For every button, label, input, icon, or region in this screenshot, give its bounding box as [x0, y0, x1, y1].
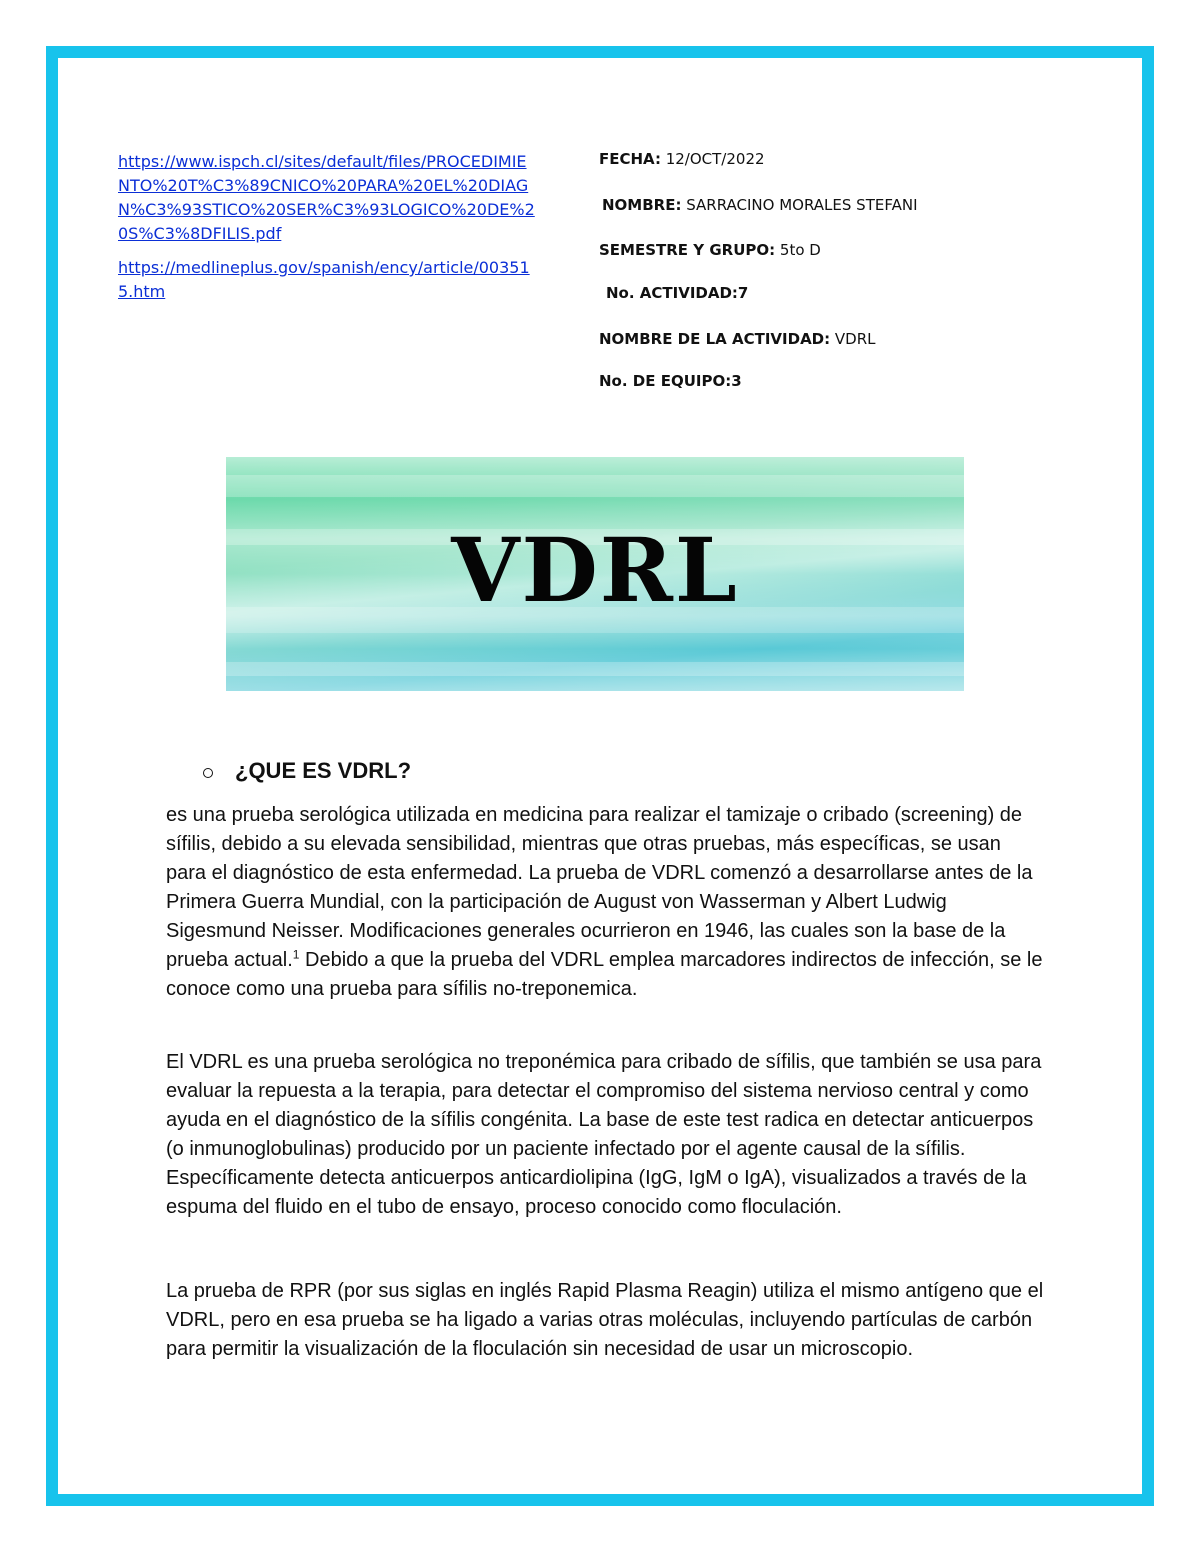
references	[118, 150, 538, 304]
title-banner	[226, 457, 964, 691]
reference-link-medlineplus[interactable]: https://medlineplus.gov/spanish/ency/article/003515.htm	[118, 258, 530, 301]
semestre-label: SEMESTRE Y GRUPO:	[599, 241, 776, 259]
paragraph-1-text: es una prueba serológica utilizada en medicina para realizar el tamizaje o cribado (screening) de sífilis, debido a su elevada sensibilidad, mientras que otras pruebas, más específicas, se usan para el diagnóstico de esta enfermedad. La prueba de VDRL comenzó a desarrollarse antes de la Primera Guerra Mundial, con la participación de August von Wasserman y Albert Ludwig Sigesmund Neisser. Modificaciones generales ocurrieron en 1946, las cuales son la base de la prueba actual.	[166, 804, 1033, 971]
nombre-value: SARRACINO MORALES STEFANI	[681, 196, 918, 214]
semestre-row	[599, 241, 821, 259]
fecha-value: 12/OCT/2022	[660, 150, 765, 168]
nombre-row	[602, 196, 918, 214]
paragraph-2: El VDRL es una prueba serológica no treponémica para cribado de sífilis, que también se usa para evaluar la repuesta a la terapia, para detectar el compromiso del sistema nervioso central y como ayuda en el diagnóstico de la sífilis congénita. La base de este test radica en detectar anticuerpos (o inmunoglobulinas) producido por un paciente infectado por el agente causal de la sífilis. Específicamente detecta anticuerpos anticardiolipina (IgG, IgM o IgA), visualizados a través de la espuma del fluido en el tubo de ensayo, proceso conocido como floculación.	[166, 1051, 1042, 1218]
equipo-label: No. DE EQUIPO:3	[599, 372, 742, 390]
nombre-actividad-row	[599, 330, 875, 348]
actividad-row	[606, 284, 748, 302]
section-heading-text: ¿QUE ES VDRL?	[235, 758, 412, 783]
section-heading	[203, 758, 411, 784]
fecha-label: FECHA:	[599, 150, 661, 168]
banner-title: VDRL	[451, 518, 739, 622]
paragraph-1-continued: Debido a que la prueba del VDRL emplea marcadores indirectos de infección, se le conoce como una prueba para sífilis no-treponemica.	[166, 949, 1043, 1000]
semestre-value: 5to D	[775, 241, 821, 259]
nombre-actividad-value: VDRL	[830, 330, 876, 348]
nombre-actividad-label: NOMBRE DE LA ACTIVIDAD:	[599, 330, 831, 348]
actividad-label: No. ACTIVIDAD:7	[606, 284, 749, 302]
paragraph-3: La prueba de RPR (por sus siglas en inglés Rapid Plasma Reagin) utiliza el mismo antígeno que el VDRL, pero en esa prueba se ha ligado a varias otras moléculas, incluyendo partículas de carbón para permitir la visualización de la floculación sin necesidad de usar un microscopio.	[166, 1280, 1044, 1360]
paragraph-1	[166, 801, 1046, 1004]
reference-link-ispch[interactable]: https://www.ispch.cl/sites/default/files/PROCEDIMIENTO%20T%C3%89CNICO%20PARA%20EL%20DIAGN%C3%93STICO%20SER%C3%93LOGICO%20DE%20S%C3%8DFILIS.pdf	[118, 152, 535, 243]
nombre-label: NOMBRE:	[602, 196, 682, 214]
circle-bullet-icon	[203, 768, 213, 778]
fecha-row	[599, 150, 765, 168]
equipo-row	[599, 372, 742, 390]
footnote-marker: 1	[292, 947, 300, 962]
